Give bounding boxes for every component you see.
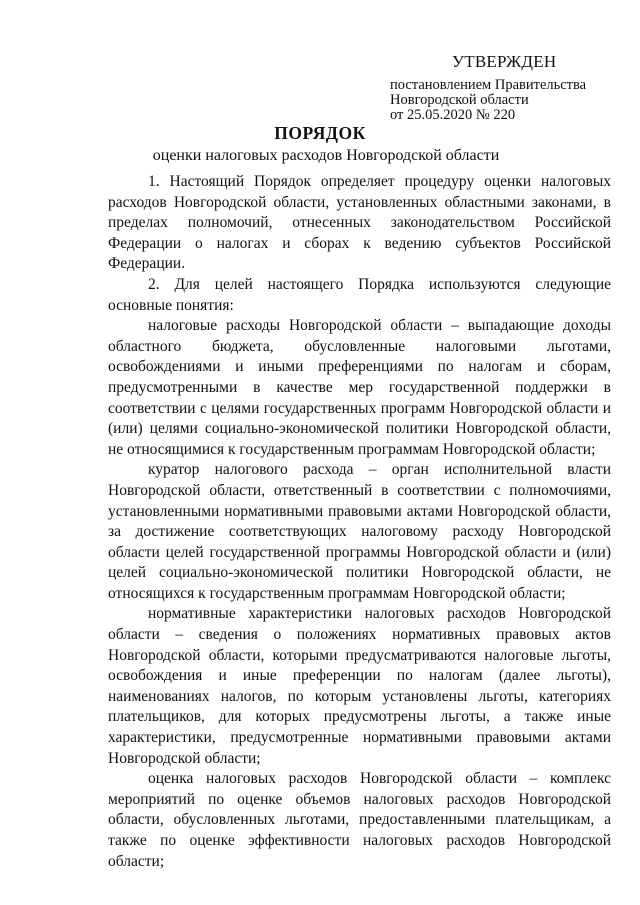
paragraph-definition-characteristics: нормативные характеристики налоговых расходов Новгородской области – сведения о положениях нормативных правовых актов Новгородской области, которыми предусматриваются налоговые льготы, освобождения и иные преференции по налогам (далее льготы), наименованиях налогов, по которым установлены льготы, категориях плательщиков, для которых предусмотрены льготы, а также иные характеристики, предусмотренные нормативными правовыми актами Новгородской области;: [108, 605, 611, 767]
approval-block: [390, 52, 630, 123]
document-body: [108, 172, 611, 872]
paragraph-1: 1. Настоящий Порядок определяет процедуру оценки налоговых расходов Новгородской области, установленных областными законами, в пределах полномочий, отнесенных законодательством Российской Федерации о налогах и сборах к ведению субъектов Российской Федерации.: [108, 173, 611, 273]
document-subtitle: оценки налоговых расходов Новгородской области: [152, 147, 500, 164]
approval-line-3: от 25.05.2020 № 220: [390, 107, 516, 123]
paragraph-definition-tax-expenses: налоговые расходы Новгородской области – выпадающие доходы областного бюджета, обусловленные налоговыми льготами, освобождениями и иными преференциями по налогам и сборам, предусмотренными в качестве мер государственной поддержки в соответствии с целями государственных программ Новгородской области и (или) целями социально-экономической политики Новгородской области, не относящимися к государственным программам Новгородской области;: [108, 317, 611, 458]
document-title: ПОРЯДОК: [274, 123, 366, 143]
approval-line-2: Новгородской области: [390, 92, 529, 108]
paragraph-2: 2. Для целей настоящего Порядка используются следующие основные понятия:: [108, 275, 611, 314]
approval-stamp: УТВЕРЖДЕН: [452, 52, 557, 71]
approval-line-1: постановлением Правительства: [390, 77, 587, 93]
paragraph-definition-curator: куратор налогового расхода – орган исполнительной власти Новгородской области, ответственный в соответствии с полномочиями, установленными нормативными правовыми актами Новгородской области, за достижение соответствующих налоговому расходу Новгородской области целей государственной программы Новгородской области и (или) целей социально-экономической политики Новгородской области, не относящихся к государственным программам Новгородской области;: [108, 461, 611, 602]
paragraph-definition-assessment: оценка налоговых расходов Новгородской области – комплекс мероприятий по оценке объемов налоговых расходов Новгородской области, обусловленных льготами, предоставленными плательщикам, а также по оценке эффективности налоговых расходов Новгородской области;: [108, 770, 611, 870]
